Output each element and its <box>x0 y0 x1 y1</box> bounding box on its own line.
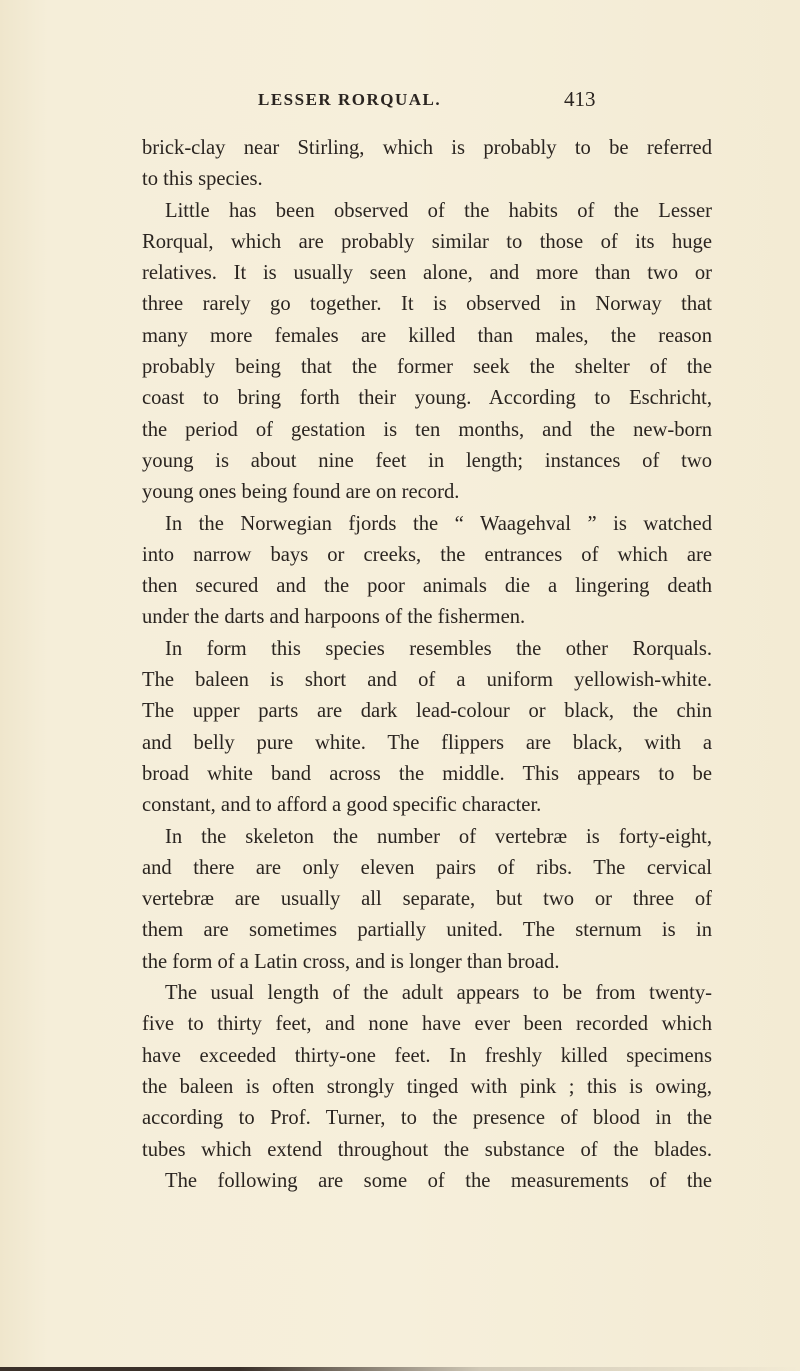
text-line: then secured and the poor animals die a lingering death <box>142 575 712 598</box>
text-line: The upper parts are dark lead-colour or black, the chin <box>142 700 712 723</box>
text-line: according to Prof. Turner, to the presence of blood in the <box>142 1107 712 1130</box>
text-line: them are sometimes partially united. The sternum is in <box>142 919 712 942</box>
page-number: 413 <box>564 87 596 111</box>
text-line: into narrow bays or creeks, the entrances of which are <box>142 543 712 566</box>
text-line: broad white band across the middle. This appears to be <box>142 762 712 785</box>
page-header <box>0 86 800 116</box>
text-line: The following are some of the measurements of the <box>165 1169 712 1192</box>
text-line: many more females are killed than males, the reason <box>142 324 712 347</box>
text-line: The usual length of the adult appears to be from twenty- <box>165 982 712 1005</box>
text-line: and belly pure white. The flippers are black, with a <box>142 731 712 754</box>
text-line: In the Norwegian fjords the “ Waagehval ” is watched <box>165 512 712 535</box>
text-line: the baleen is often strongly tinged with pink ; this is owing, <box>142 1075 712 1098</box>
text-line: constant, and to afford a good specific character. <box>142 794 542 817</box>
text-line: tubes which extend throughout the substance of the blades. <box>142 1138 712 1161</box>
text-line: brick-clay near Stirling, which is probably to be referred <box>142 137 712 159</box>
text-line: have exceeded thirty-one feet. In freshly killed specimens <box>142 1044 712 1067</box>
text-line: the form of a Latin cross, and is longer than broad. <box>142 950 560 973</box>
text-line: In form this species resembles the other Rorquals. <box>165 637 712 660</box>
text-line: The baleen is short and of a uniform yellowish-white. <box>142 669 712 692</box>
text-line: In the skeleton the number of vertebræ is forty-eight, <box>165 825 712 848</box>
text-line: young is about nine feet in length; instances of two <box>142 449 712 472</box>
text-line: three rarely go together. It is observed in Norway that <box>142 293 712 316</box>
text-line: Rorqual, which are probably similar to those of its huge <box>142 230 712 253</box>
text-line: the period of gestation is ten months, and the new-born <box>142 418 712 441</box>
text-line: Little has been observed of the habits of the Lesser <box>165 199 712 222</box>
text-line: coast to bring forth their young. According to Eschricht, <box>142 387 712 410</box>
text-line: vertebræ are usually all separate, but two or three of <box>142 888 712 911</box>
text-line: probably being that the former seek the shelter of the <box>142 356 712 379</box>
text-line: to this species. <box>142 168 263 191</box>
text-line: five to thirty feet, and none have ever been recorded which <box>142 1013 712 1036</box>
text-line: relatives. It is usually seen alone, and more than two or <box>142 262 712 285</box>
running-head: LESSER RORQUAL. <box>258 90 442 109</box>
page-bottom-edge <box>0 1367 800 1371</box>
body-text <box>142 133 712 1197</box>
text-line: young ones being found are on record. <box>142 481 460 504</box>
text-line: under the darts and harpoons of the fishermen. <box>142 606 526 629</box>
text-line: and there are only eleven pairs of ribs. The cervical <box>142 856 712 879</box>
